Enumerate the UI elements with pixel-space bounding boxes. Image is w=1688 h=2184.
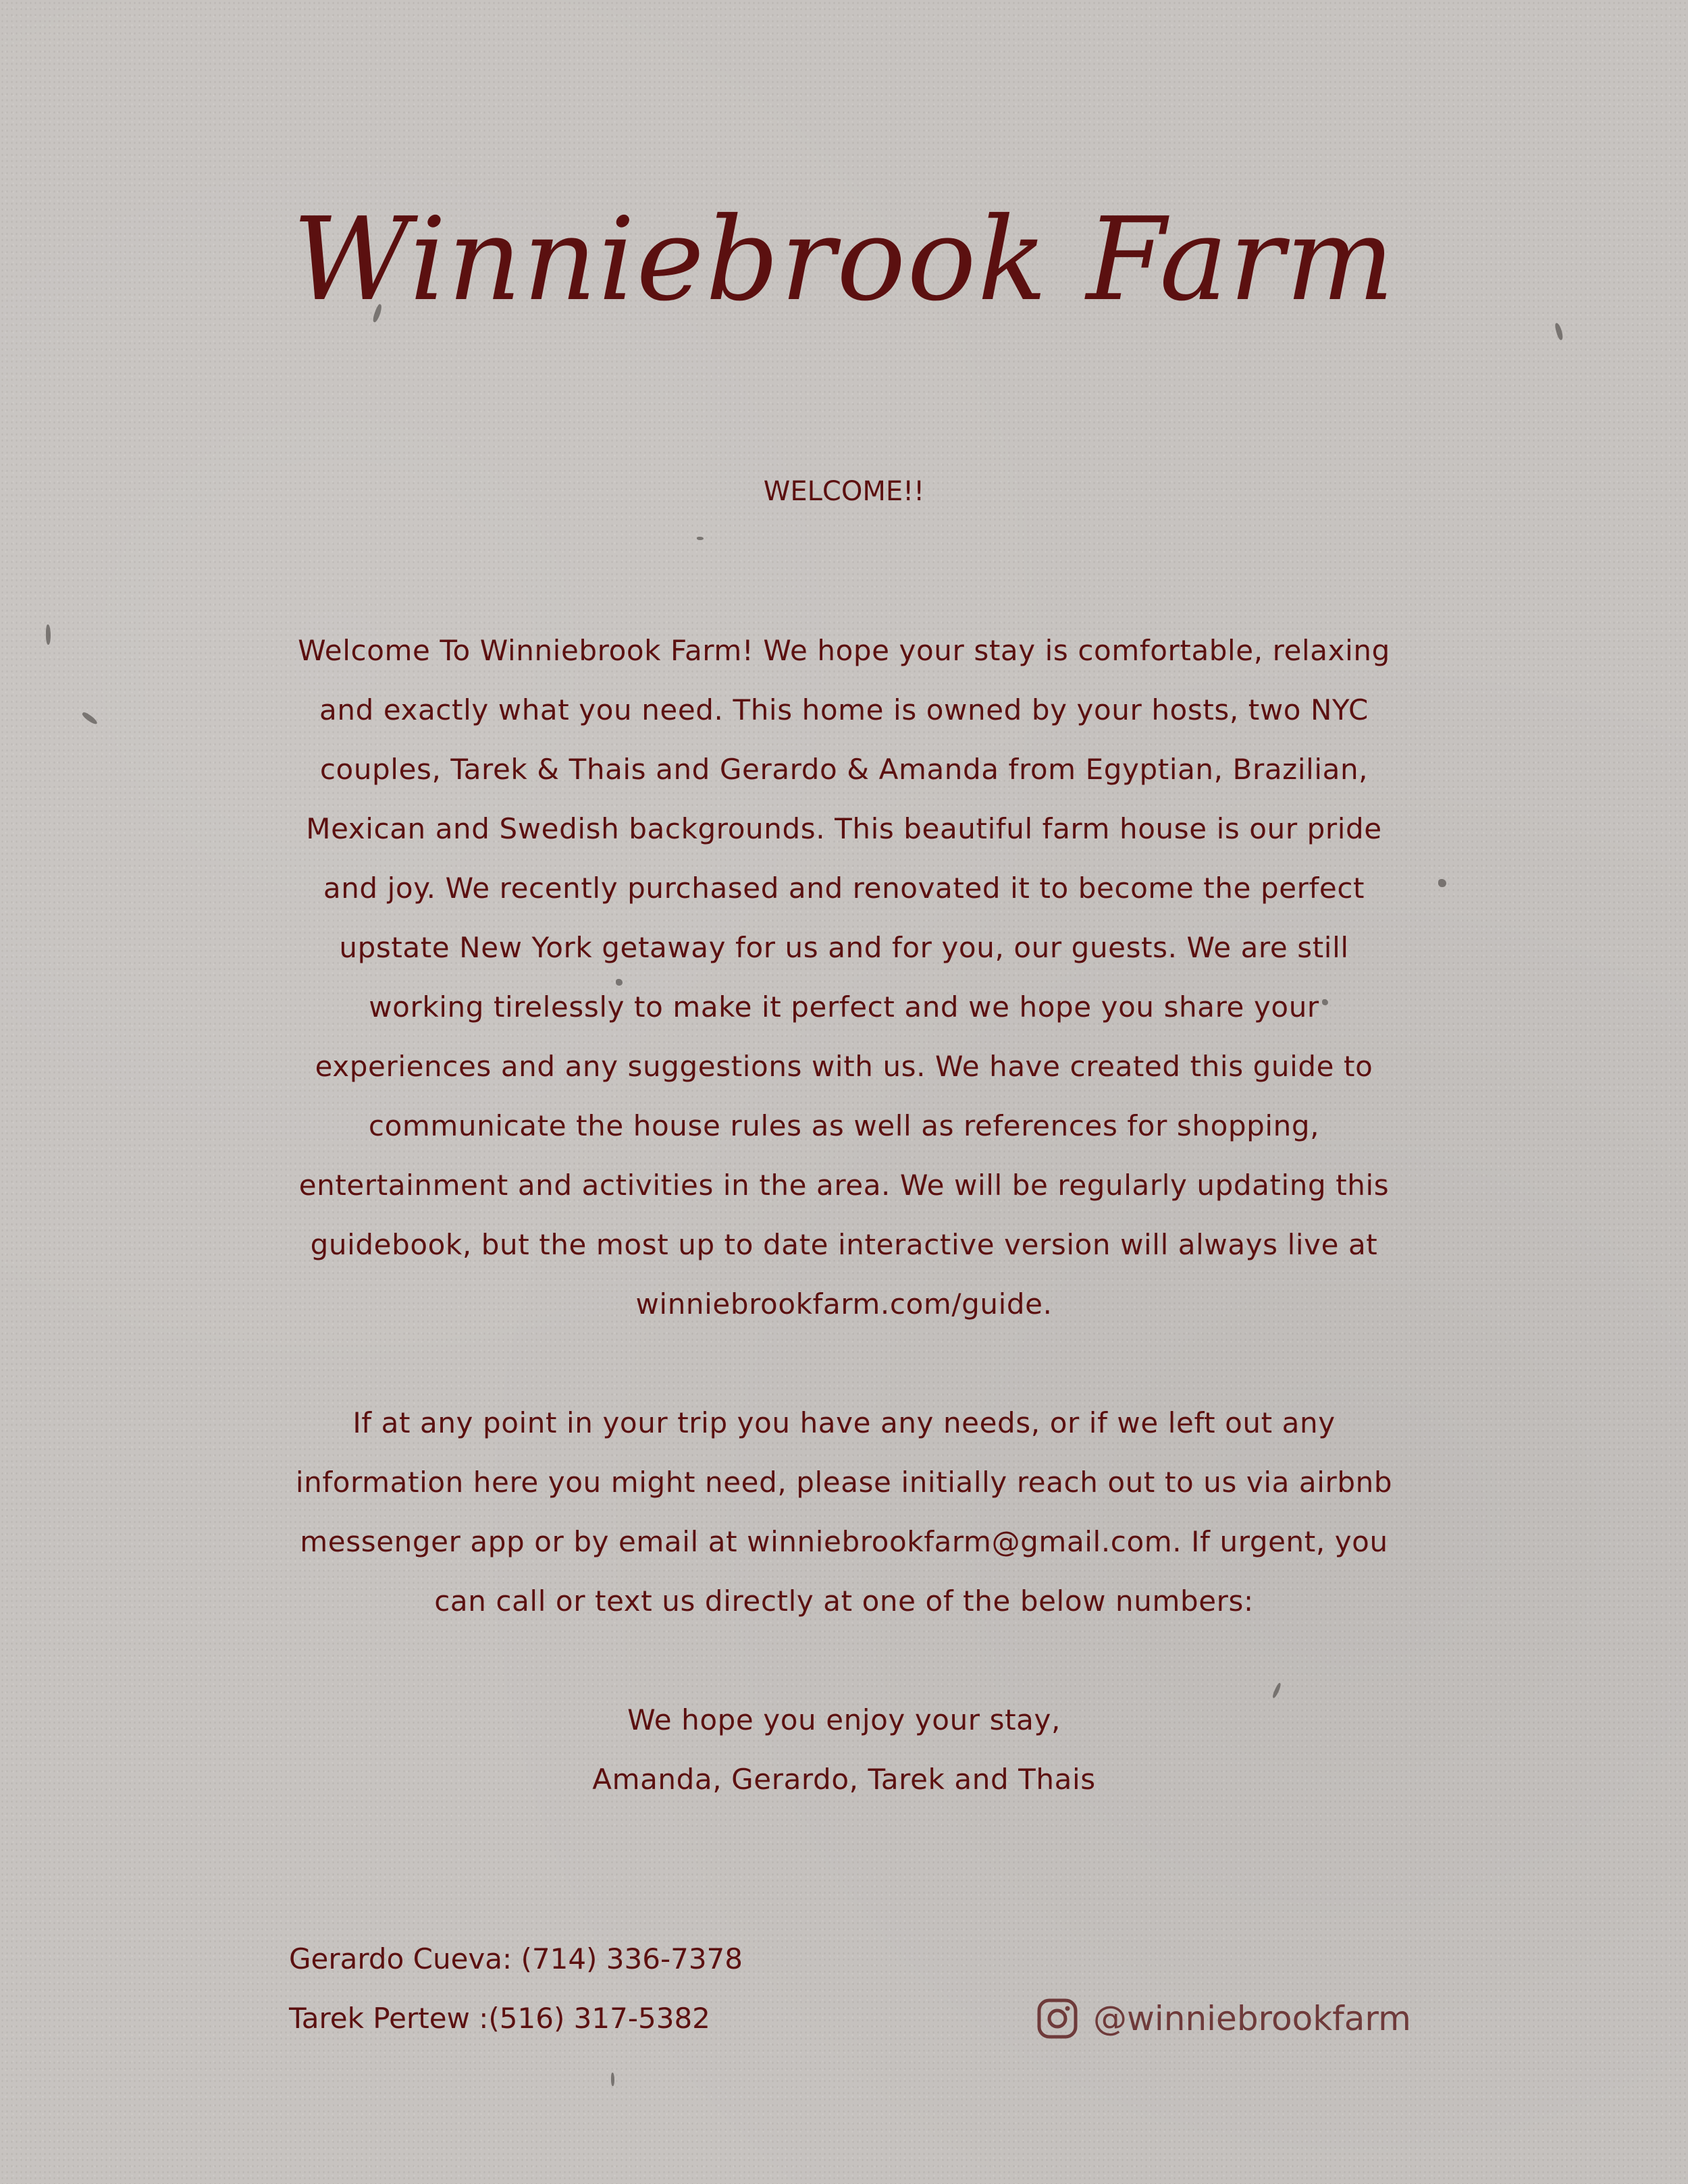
- instagram-handle: @winniebrookfarm: [1093, 1999, 1411, 2038]
- contact-list: [289, 1929, 743, 2048]
- paper-speck: [46, 624, 51, 645]
- signature-line: Amanda, Gerardo, Tarek and Thais: [592, 1763, 1096, 1796]
- page-title: Winniebrook Farm: [292, 193, 1396, 327]
- paper-speck: [1438, 879, 1446, 887]
- instagram-icon: [1036, 1998, 1078, 2040]
- paper-speck: [611, 2073, 614, 2086]
- body-text: [284, 621, 1404, 1809]
- paper-speck: [81, 711, 99, 725]
- closing-line: We hope you enjoy your stay,: [627, 1703, 1061, 1736]
- contact-gerardo[interactable]: Gerardo Cueva: (714) 336-7378: [289, 1942, 743, 1975]
- instagram-link[interactable]: [1036, 1992, 1411, 2046]
- welcome-heading: WELCOME!!: [763, 476, 925, 507]
- contact-tarek[interactable]: Tarek Pertew :(516) 317-5382: [289, 2002, 710, 2035]
- paper-speck: [697, 537, 704, 540]
- intro-paragraph: Welcome To Winniebrook Farm! We hope your stay is comfortable, relaxing and exactly what you need. This home is owned by your hosts, two NYC couples, Tarek & Thais and Gerardo & Amanda from Egyptian, Brazilian, Mexican and Swedish backgrounds. This beautiful farm house is our pride and joy. We recently purchased and renovated it to become the perfect upstate New York getaway for us and for you, our guests. We are still working tirelessly to make it perfect and we hope you share your experiences and any suggestions with us. We have created this guide to communicate the house rules as well as references for shopping, entertainment and activities in the area. We will be regularly updating this guidebook, but the most up to date interactive version will always live at winniebrookfarm.com/guide.: [298, 634, 1390, 1321]
- contact-paragraph: If at any point in your trip you have any needs, or if we left out any information here you might need, please initially reach out to us via airbnb messenger app or by email at winniebrookfarm@gmail.com. If urgent, you can call or text us directly at one of the below numbers:: [295, 1406, 1393, 1618]
